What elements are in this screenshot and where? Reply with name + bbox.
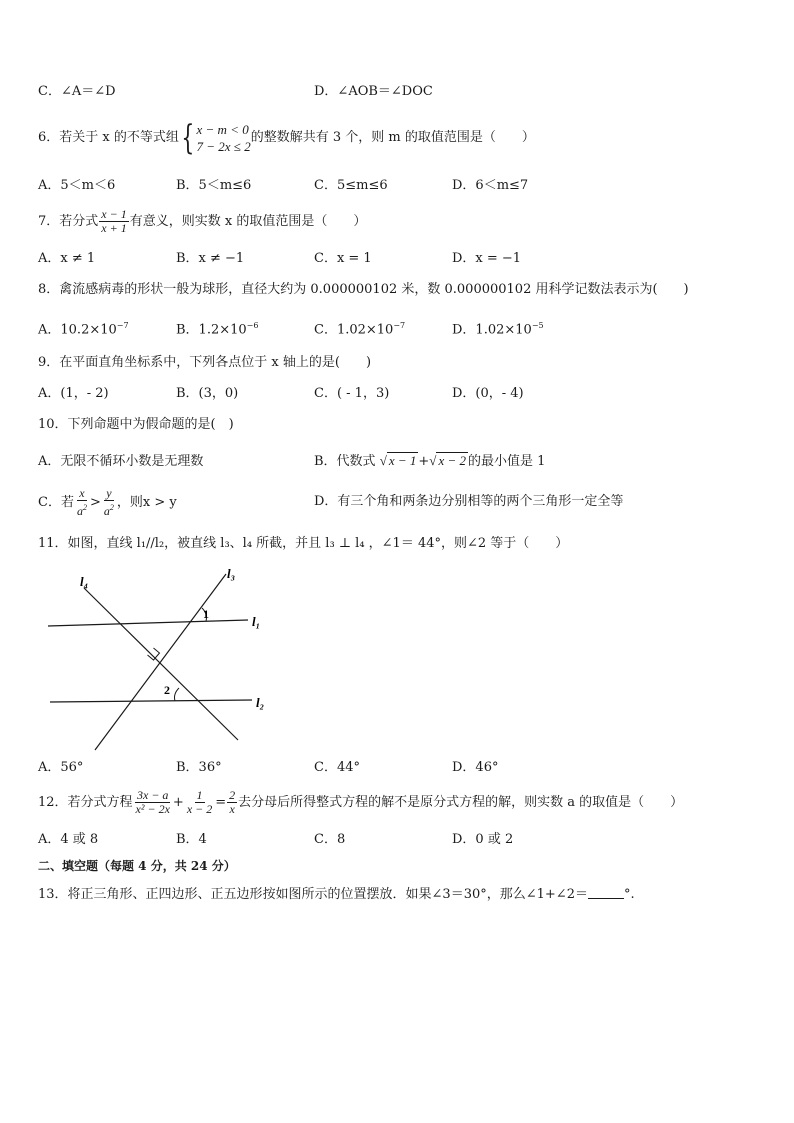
q7-numerator: x − 1 <box>101 207 127 221</box>
q9-option-d: D．(0，- 4) <box>452 386 524 401</box>
q10-option-c-suffix: ，则x > y <box>116 495 177 510</box>
q12-fraction-1 <box>134 789 172 816</box>
question-10-stem: 10．下列命题中为假命题的是( ) <box>38 417 234 432</box>
fraction-x-over-a2 <box>75 487 89 518</box>
q8-option-c-base: C．1.02×10 <box>314 322 394 338</box>
q8-option-d <box>452 318 544 338</box>
q7-option-c: C．x = 1 <box>314 251 372 266</box>
brace-symbol: { <box>181 117 195 158</box>
q13-text: 13．将正三角形、正四边形、正五边形按如图所示的位置摆放．如果∠3＝30°，那么∠1+∠2＝ <box>38 887 588 902</box>
inequality-system <box>197 121 251 155</box>
q6-prefix: 6．若关于 x 的不等式组 <box>38 130 179 145</box>
q7-option-b: B．x ≠ −1 <box>176 251 245 266</box>
q7-prefix: 7．若分式 <box>38 214 99 229</box>
q12-f1-numerator: 3x − a <box>137 788 169 802</box>
inequality-2: 7 − 2x ≤ 2 <box>196 138 251 154</box>
denominator-a2: $a^2$ <box>76 503 87 518</box>
q7-option-a: A．x ≠ 1 <box>38 251 96 266</box>
fraction-y-over-a2 <box>102 487 116 518</box>
q12-f3-numerator: 2 <box>229 788 236 802</box>
q12-option-a: A．4 或 8 <box>38 832 99 847</box>
label-angle-1: 1 <box>203 607 209 621</box>
label-angle-2: 2 <box>164 683 170 697</box>
line-l1 <box>48 620 248 626</box>
q12-suffix: 去分母后所得整式方程的解不是原分式方程的解，则实数 a 的取值是（ ） <box>238 795 684 810</box>
q6-suffix: 的整数解共有 3 个，则 m 的取值范围是（ ） <box>250 130 535 145</box>
line-l3 <box>95 574 226 750</box>
label-l1: l₁ <box>252 614 261 629</box>
q8-option-d-base: D．1.02×10 <box>452 322 532 338</box>
q8-option-c <box>314 318 405 338</box>
question-6-stem <box>38 117 535 158</box>
q12-option-b: B．4 <box>176 832 207 847</box>
q7-denominator: x + 1 <box>101 221 127 235</box>
q7-suffix: 有意义，则实数 x 的取值范围是（ ） <box>129 214 367 229</box>
numerator-y: y <box>106 486 112 500</box>
q12-f3-denominator: x <box>229 802 235 816</box>
label-l2: l₂ <box>256 695 265 710</box>
line-l2 <box>50 700 252 702</box>
q13-tail: °. <box>623 887 635 902</box>
q8-option-d-exponent: −5 <box>531 321 544 330</box>
question-9-stem: 9．在平面直角坐标系中，下列各点位于 x 轴上的是( ) <box>38 355 372 370</box>
q12-f2-numerator: 1 <box>196 788 203 802</box>
q10-option-b: B．代数式 √ x − 1 +√ x − 2 的最小值是 1 <box>314 453 546 469</box>
square-root-2: √ x − 2 <box>429 453 466 468</box>
q10-option-a: A．无限不循环小数是无理数 <box>38 454 204 469</box>
q5-option-d: D．∠AOB＝∠DOC <box>314 84 433 99</box>
q12-f2-denominator: x − 2 <box>186 802 213 816</box>
q9-option-c: C．( - 1，3) <box>314 386 390 401</box>
q8-option-b-base: B．1.2×10 <box>176 322 247 338</box>
q6-option-c: C．5≤m≤6 <box>314 178 388 193</box>
q12-prefix: 12．若分式方程 <box>38 795 133 810</box>
answer-blank[interactable] <box>588 886 624 899</box>
numerator-x: x <box>79 486 85 500</box>
q12-fraction-3 <box>227 789 237 816</box>
q11-option-c: C．44° <box>314 760 360 775</box>
radicand-2: x − 2 <box>438 453 466 468</box>
q10-option-d: D．有三个角和两条边分别相等的两个三角形一定全等 <box>314 494 624 509</box>
q8-option-c-exponent: −7 <box>393 321 406 330</box>
angle-2-arc <box>175 688 180 701</box>
q6-option-a: A．5＜m＜6 <box>38 178 116 193</box>
q7-option-d: D．x = −1 <box>452 251 522 266</box>
label-l3: l₃ <box>227 566 236 581</box>
radicand-1: x − 1 <box>388 453 417 468</box>
label-l4: l₄ <box>80 574 89 589</box>
q12-f1-denominator: x² − 2x <box>135 802 170 816</box>
q7-fraction <box>99 208 128 235</box>
q12-option-c: C．8 <box>314 832 346 847</box>
right-angle-mark <box>148 648 160 660</box>
q6-option-d: D．6＜m≤7 <box>452 178 529 193</box>
q8-option-b <box>176 318 258 338</box>
q8-option-a-exponent: −7 <box>116 321 129 330</box>
q6-option-b: B．5＜m≤6 <box>176 178 252 193</box>
q10-option-c-prefix: C．若 <box>38 495 74 510</box>
denominator-a2: $a^2$ <box>103 503 114 518</box>
q8-option-b-exponent: −6 <box>246 321 259 330</box>
q12-fraction-2 <box>185 789 214 816</box>
question-7-stem <box>38 207 366 237</box>
question-12-stem: 12．若分式方程 $\frac{3x - a}{\text{x² − 2x}}$ + $\frac{1}{x - 2}$ = $\frac{2}{x}$ 去分母后所得整式方程的解不是原分式方程的解，则实数 a 的取值是（ ） <box>38 788 684 816</box>
line-l4 <box>84 588 238 740</box>
parallel-lines-figure <box>40 562 280 757</box>
section-2-heading: 二、填空题（每题 4 分，共 24 分） <box>38 859 236 873</box>
q9-option-b: B．(3，0) <box>176 386 239 401</box>
q10-option-b-suffix: 的最小值是 1 <box>467 454 546 469</box>
q11-option-a: A．56° <box>38 760 84 775</box>
q8-option-a <box>38 318 129 338</box>
question-13-stem <box>38 886 635 903</box>
q11-option-d: D．46° <box>452 760 499 775</box>
square-root-1: √ x − 1 <box>379 453 417 468</box>
q8-option-a-base: A．10.2×10 <box>38 322 117 338</box>
question-8-stem: 8．禽流感病毒的形状一般为球形，直径大约为 0.000000102 米，数 0.000000102 用科学记数法表示为( ) <box>38 282 689 297</box>
q10-option-c: C．若 $\frac{x}{a^2}$ > $\frac{y}{a^2}$ ，则x > y <box>38 486 177 518</box>
q10-option-b-prefix: B．代数式 <box>314 454 376 469</box>
q11-option-b: B．36° <box>176 760 222 775</box>
q12-option-d: D．0 或 2 <box>452 832 514 847</box>
q5-option-c: C．∠A＝∠D <box>38 84 116 99</box>
inequality-1: x − m < 0 <box>196 121 249 137</box>
question-11-stem: 11．如图，直线 l₁//l₂，被直线 l₃、l₄ 所截，并且 l₃ ⊥ l₄ ，∠1＝ 44°，则∠2 等于（ ） <box>38 536 569 551</box>
q9-option-a: A．(1，- 2) <box>38 386 109 401</box>
